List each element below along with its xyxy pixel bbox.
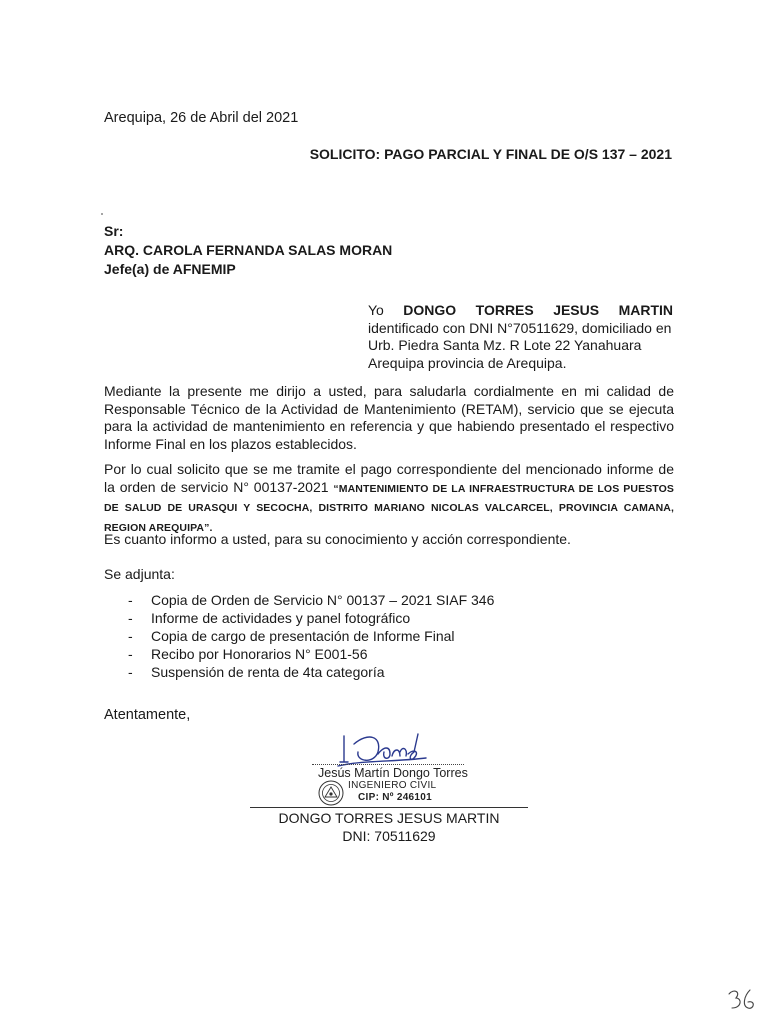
list-item [128,591,494,609]
list-item [128,609,494,627]
intro-first-line [368,302,673,320]
signer-dni: DNI: 70511629 [342,828,436,844]
list-item-label: Copia de cargo de presentación de Informe Final [151,628,455,644]
body-paragraph-3: Es cuanto informo a usted, para su conocimiento y acción correspondiente. [104,531,571,547]
bullet-dash: - [128,592,133,608]
bullet-dash: - [128,646,133,662]
service-description: “MANTENIMIENTO DE LA INFRAESTRUCTURA DE LOS PUESTOS DE SALUD DE URASQUI Y SECOCHA, DISTRITO MARIANO NICOLAS VALCARCEL, PROVINCIA CAMANA, REGION AREQUIPA”. [104,482,674,534]
list-item-label: Copia de Orden de Servicio N° 00137 – 2021 SIAF 346 [151,592,495,608]
stamp-name: Jesús Martín Dongo Torres [318,766,468,780]
attachments-heading: Se adjunta: [104,566,175,582]
addressee-block [104,222,392,279]
list-item-label: Informe de actividades y panel fotográfico [151,610,411,626]
addressee-position: Jefe(a) de AFNEMIP [104,261,236,277]
attachments-list [128,591,494,681]
bullet-dash: - [128,664,133,680]
closing: Atentamente, [104,707,191,723]
addressee-name: ARQ. CAROLA FERNANDA SALAS MORAN [104,242,393,258]
intro-yo: Yo [368,302,384,318]
signature-rule [250,807,528,808]
stamp-title: INGENIERO CIVIL [348,780,437,791]
intro-line: Urb. Piedra Santa Mz. R Lote 22 Yanahuara [368,337,642,353]
sender-name-part: TORRES [475,302,534,318]
signature-line [312,764,464,765]
list-item [128,663,494,681]
list-item [128,627,494,645]
sender-name-part: JESUS [553,302,600,318]
intro-line: Arequipa provincia de Arequipa. [368,354,567,371]
letter-date: Arequipa, 26 de Abril del 2021 [104,110,299,126]
body-paragraph-1: Mediante la presente me dirijo a usted, para saludarla cordialmente en mi calidad de Responsable Técnico de la Actividad de Mantenimiento (RETAM), servicio que se ejecuta para la actividad de mantenimiento en referencia y que habiendo presentado el respectivo Informe Final en los plazos establecidos. [104,383,674,452]
letter-subject: SOLICITO: PAGO PARCIAL Y FINAL DE O/S 137 – 2021 [309,146,672,162]
engineer-seal-icon [318,780,344,806]
sender-introduction [368,302,673,372]
scan-speck [101,213,103,215]
bullet-dash: - [128,610,133,626]
list-item-label: Suspensión de renta de 4ta categoría [151,664,385,680]
body-paragraph-2 [104,461,674,537]
handwritten-folio-number [726,986,760,1014]
sender-name-part: DONGO [403,302,457,318]
salutation: Sr: [104,223,124,239]
bullet-dash: - [128,628,133,644]
intro-line: identificado con DNI N°70511629, domiciliado en [368,319,672,336]
signer-name: DONGO TORRES JESUS MARTIN [278,810,500,826]
sender-name-part: MARTIN [618,302,673,318]
signer-block [250,809,528,845]
list-item-label: Recibo por Honorarios N° E001-56 [151,646,368,662]
stamp-cip: CIP: Nº 246101 [358,792,432,803]
paragraph-2-text: Por lo cual solicito que se me tramite el pago correspondiente del mencionado informe de la orden de servicio N° 00137-2021 [104,461,674,495]
list-item [128,645,494,663]
